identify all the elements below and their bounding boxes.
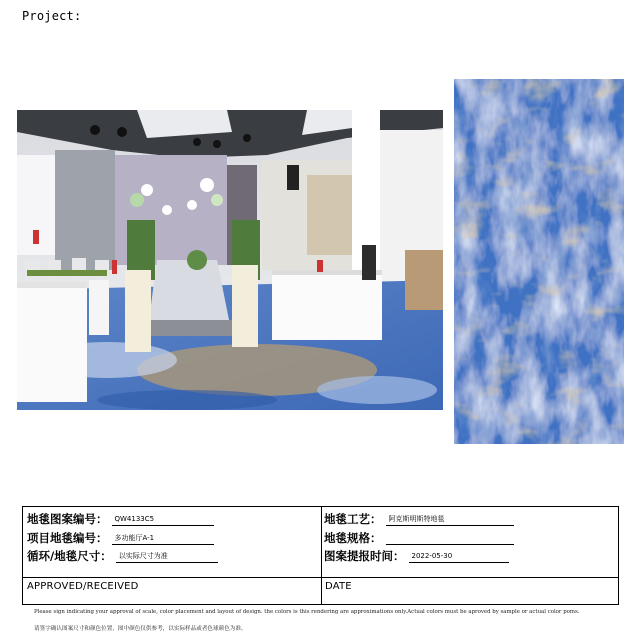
pattern-number-value: QW4133C5 — [112, 513, 214, 526]
submission-date-row — [324, 545, 509, 563]
banquet-hall-photo — [17, 110, 443, 410]
approval-note-chinese: 请签字确认图案尺寸和颜色位置，图中颜色仅供参考，以实际样品或者色球颜色为准。 — [34, 626, 247, 632]
carpet-spec-label: 地毯规格： — [324, 531, 382, 545]
project-label: Project: — [22, 9, 82, 23]
carpet-process-label: 地毯工艺： — [324, 512, 382, 526]
carpet-process-row — [324, 508, 514, 526]
carpet-process-value: 阿克斯明斯特地毯 — [386, 513, 514, 526]
pattern-number-label: 地毯图案编号： — [27, 512, 108, 526]
carpet-spec-table — [22, 506, 619, 605]
approved-received-label: APPROVED/RECEIVED — [27, 581, 139, 592]
submission-date-value: 2022-05-30 — [409, 550, 509, 563]
submission-date-label: 图案提报时间： — [324, 549, 405, 563]
project-carpet-number-label: 项目地毯编号： — [27, 531, 108, 545]
pattern-number-row — [27, 508, 214, 526]
approval-note-english: Please sign indicating your approval of scale, color placement and layout of design. the colors is this rendering are approximations only.Actual colors must be aproved by sample or actual color poms. — [34, 609, 580, 615]
project-carpet-number-value: 多功能厅A-1 — [112, 532, 214, 545]
repeat-size-row — [27, 545, 218, 563]
carpet-design-swatch — [454, 79, 624, 444]
carpet-spec-row — [324, 527, 514, 545]
repeat-size-label: 循环/地毯尺寸： — [27, 549, 112, 563]
date-label: DATE — [325, 581, 352, 592]
repeat-size-value: 以实际尺寸为准 — [116, 550, 218, 563]
table-divider-vertical — [321, 507, 322, 604]
carpet-spec-value — [386, 532, 514, 545]
table-divider-horizontal — [23, 577, 618, 578]
project-carpet-number-row — [27, 527, 214, 545]
